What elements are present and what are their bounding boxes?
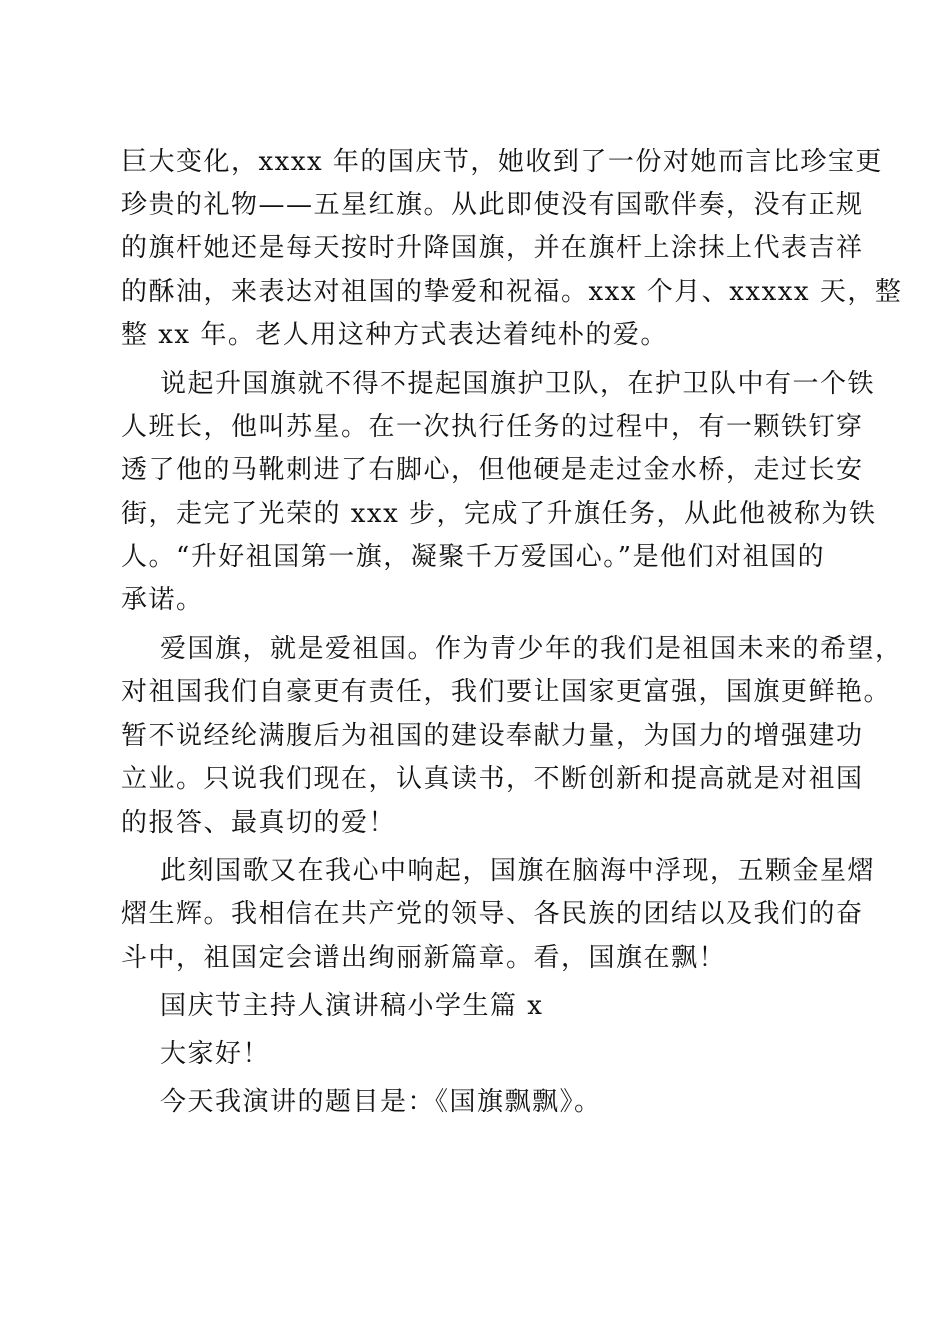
text-line: 大家好！	[160, 1039, 271, 1069]
text-line: 的报答、最真切的爱！	[121, 808, 397, 838]
text-line: 整 xx 年。老人用这种方式表达着纯朴的爱。	[121, 320, 668, 350]
text-line: 爱国旗，就是爱祖国。作为青少年的我们是祖国未来的希望，	[160, 634, 903, 664]
text-line: 街，走完了光荣的 xxx 步，完成了升旗任务，从此他被称为铁	[121, 499, 877, 529]
text-line: 斗中，祖国定会谱出绚丽新篇章。看，国旗在飘！	[121, 943, 727, 973]
text-line: 说起升国旗就不得不提起国旗护卫队，在护卫队中有一个铁	[160, 369, 876, 399]
text-line: 今天我演讲的题目是：《国旗飘飘》。	[160, 1087, 602, 1117]
text-line: 人班长，他叫苏星。在一次执行任务的过程中，有一颗铁钉穿	[121, 412, 864, 442]
text-line: 熠生辉。我相信在共产党的领导、各民族的团结以及我们的奋	[121, 899, 864, 929]
text-line: 此刻国歌又在我心中响起，国旗在脑海中浮现，五颗金星熠	[160, 856, 876, 886]
text-line: 人。“升好祖国第一旗，凝聚千万爱国心。”是他们对祖国的	[121, 542, 826, 572]
text-line: 的旗杆她还是每天按时升降国旗，并在旗杆上涂抹上代表吉祥	[121, 233, 864, 263]
text-line: 透了他的马靴刺进了右脚心，但他硬是走过金水桥，走过长安	[121, 455, 864, 485]
section-heading: 国庆节主持人演讲稿小学生篇 x	[160, 991, 544, 1021]
text-line: 立业。只说我们现在，认真读书，不断创新和提高就是对祖国	[121, 764, 864, 794]
text-line: 承诺。	[121, 585, 204, 615]
text-line: 暂不说经纶满腹后为祖国的建设奉献力量，为国力的增强建功	[121, 721, 864, 751]
text-line: 的酥油，来表达对祖国的挚爱和祝福。xxx 个月、xxxxx 天，整	[121, 277, 903, 307]
text-line: 对祖国我们自豪更有责任，我们要让国家更富强，国旗更鲜艳。	[121, 677, 892, 707]
text-line: 珍贵的礼物——五星红旗。从此即使没有国歌伴奏，没有正规	[121, 190, 864, 220]
text-line: 巨大变化，xxxx 年的国庆节，她收到了一份对她而言比珍宝更	[121, 147, 883, 177]
